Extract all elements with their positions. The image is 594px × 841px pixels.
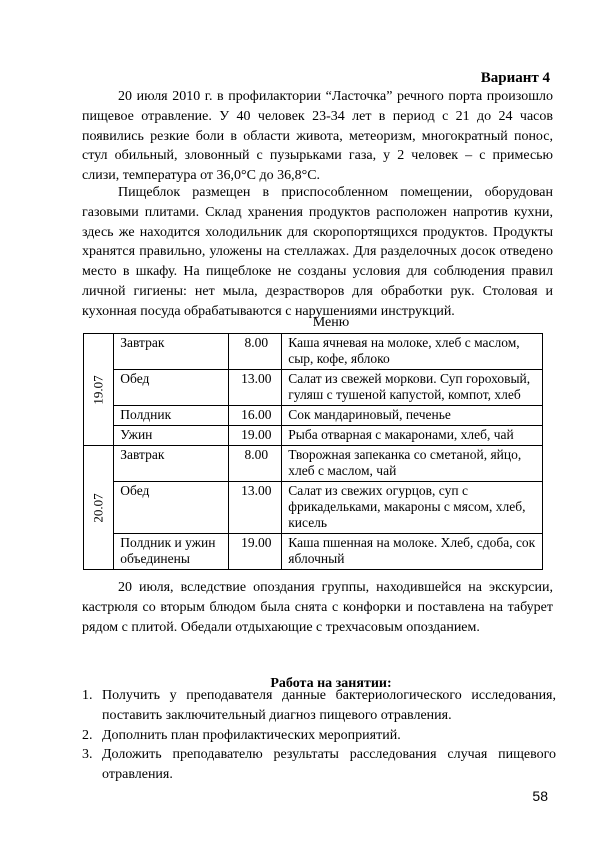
meal-cell: Завтрак [114, 446, 229, 482]
meal-cell: Полдник и ужин объединены [114, 534, 229, 570]
work-section-title: Работа на занятии: [270, 676, 392, 691]
lunch-delay-paragraph: 20 июля, вследствие опоздания группы, находившейся на экскурсии, кастрюля со вторым блюдом была снята с конфорки и поставлена на табурет рядом с плитой. Обедали отдыхающие с трехчасовым опозданием. [82, 580, 553, 635]
time-cell: 8.00 [229, 446, 282, 482]
dishes-cell: Салат из свежих огурцов, суп с фрикадельками, макароны с мясом, хлеб, кисель [282, 482, 543, 534]
meal-cell: Обед [114, 482, 229, 534]
kitchen-conditions-paragraph: Пищеблок размещен в приспособленном помещении, оборудован газовыми плитами. Склад хранения продуктов расположен напротив кухни, здесь же находится холодильник для скоропортящихся продуктов. Продукты хранятся правильно, уложены на стеллажах. Для разделочных досок отведено место в шкафу. На пищеблоке не созданы условия для соблюдения правил личной гигиены: нет мыла, дезрастворов для обработки рук. Столовая и кухонная посуда обрабатываются с нарушениями инструкций. [82, 185, 553, 319]
task-text: Получить у преподавателя данные бактериологического исследования, поставить заключительный диагноз пищевого отравления. [102, 688, 556, 723]
menu-title: Меню [312, 315, 350, 330]
list-item [82, 745, 556, 785]
date-cell: 19.07 [84, 334, 114, 446]
meal-cell: Обед [114, 370, 229, 406]
dishes-cell: Каша пшенная на молоке. Хлеб, сдоба, сок яблочный [282, 534, 543, 570]
table-row [84, 446, 543, 482]
table-row [84, 534, 543, 570]
dishes-cell: Каша ячневая на молоке, хлеб с маслом, сыр, кофе, яблоко [282, 334, 543, 370]
task-text: Доложить преподавателю результаты расследования случая пищевого отравления. [102, 747, 556, 783]
table-row [84, 482, 543, 534]
list-number: 2. [82, 727, 93, 743]
table-row [84, 370, 543, 406]
time-cell: 13.00 [229, 482, 282, 534]
time-cell: 16.00 [229, 406, 282, 426]
table-row [84, 406, 543, 426]
list-item [82, 686, 556, 726]
variant-heading: Вариант 4 [480, 70, 550, 86]
page-number: 58 [532, 788, 548, 804]
dishes-cell: Сок мандариновый, печенье [282, 406, 543, 426]
dishes-cell: Салат из свежей моркови. Суп гороховый, гуляш с тушеной капустой, компот, хлеб [282, 370, 543, 406]
time-cell: 19.00 [229, 534, 282, 570]
list-number: 1. [82, 688, 93, 703]
time-cell: 19.00 [229, 426, 282, 446]
date-cell: 20.07 [84, 446, 114, 570]
menu-table [83, 333, 543, 570]
list-item [82, 726, 556, 746]
list-number: 3. [82, 747, 93, 763]
task-list [82, 686, 556, 785]
meal-cell: Полдник [114, 406, 229, 426]
dishes-cell: Творожная запеканка со сметаной, яйцо, хлеб с маслом, чай [282, 446, 543, 482]
meal-cell: Завтрак [114, 334, 229, 370]
time-cell: 8.00 [229, 334, 282, 370]
table-row [84, 426, 543, 446]
case-description-paragraph: 20 июля 2010 г. в профилактории “Ласточка” речного порта произошло пищевое отравление. У 40 человек 23-34 лет в период с 21 до 24 часов появились резкие боли в области живота, метеоризм, многократный понос, стул обильный, зловонный с пузырьками газа, у 2 человек – с примесью слизи, температура от 36,0°С до 36,8°С. [82, 89, 553, 184]
dishes-cell: Рыба отварная с макаронами, хлеб, чай [282, 426, 543, 446]
time-cell: 13.00 [229, 370, 282, 406]
table-row [84, 334, 543, 370]
meal-cell: Ужин [114, 426, 229, 446]
task-text: Дополнить план профилактических мероприятий. [102, 727, 401, 743]
